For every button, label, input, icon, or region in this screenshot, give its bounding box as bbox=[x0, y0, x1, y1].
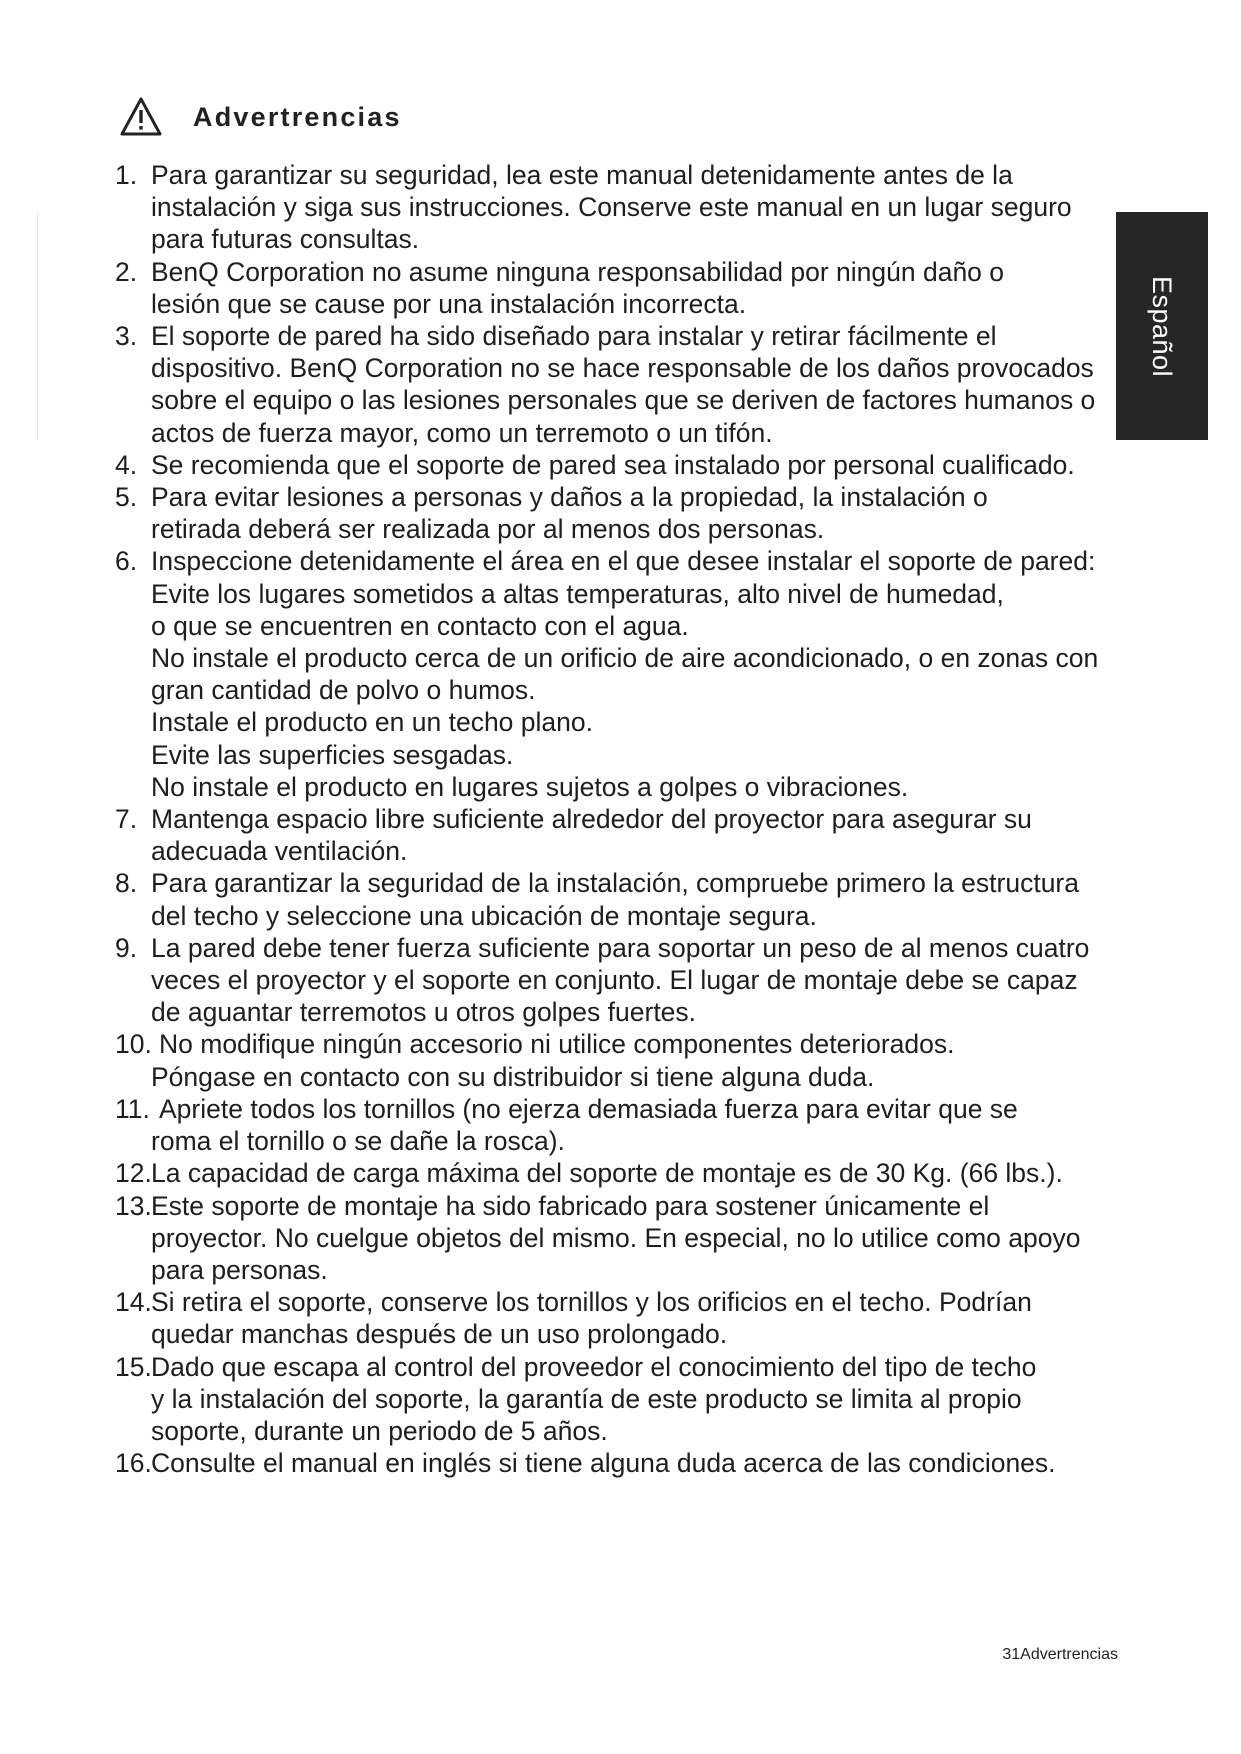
item-text-line: Evite las superficies sesgadas. bbox=[151, 739, 514, 770]
item-text-line: Se recomienda que el soporte de pared sea instalado por personal cualificado. bbox=[151, 449, 1075, 480]
item-text-line: Consulte el manual en inglés si tiene alguna duda acerca de las condiciones. bbox=[151, 1448, 1056, 1479]
item-number: 4. bbox=[115, 449, 138, 480]
item-text-line: El soporte de pared ha sido diseñado para instalar y retirar fácilmente el bbox=[151, 321, 997, 352]
item-number: 15. bbox=[115, 1351, 152, 1382]
item-text bbox=[151, 1157, 1115, 1189]
item-text-line: o que se encuentren en contacto con el agua. bbox=[151, 610, 689, 641]
item-text bbox=[151, 803, 1115, 867]
item-text-line: y la instalación del soporte, la garantía de este producto se limita al propio bbox=[151, 1383, 1022, 1414]
item-text-line: lesión que se cause por una instalación incorrecta. bbox=[151, 288, 747, 319]
item-text-line: Póngase en contacto con su distribuidor si tiene alguna duda. bbox=[151, 1061, 875, 1092]
warning-triangle-icon bbox=[119, 96, 163, 138]
item-text-line: Si retira el soporte, conserve los tornillos y los orificios en el techo. Podrían bbox=[151, 1287, 1032, 1318]
item-text-line: roma el tornillo o se dañe la rosca). bbox=[151, 1126, 565, 1157]
item-text bbox=[151, 1447, 1115, 1479]
item-number: 2. bbox=[115, 256, 138, 287]
warning-item bbox=[115, 1447, 1115, 1479]
item-text-line: actos de fuerza mayor, como un terremoto o un tifón. bbox=[151, 417, 773, 448]
item-text bbox=[151, 1286, 1115, 1350]
item-text bbox=[151, 1093, 1115, 1157]
item-text bbox=[151, 545, 1115, 803]
warning-list bbox=[115, 159, 1115, 1479]
language-tab-label: Español bbox=[1147, 275, 1178, 377]
item-text-line: Instale el producto en un techo plano. bbox=[151, 707, 593, 738]
warning-item bbox=[115, 1190, 1115, 1287]
item-text bbox=[151, 932, 1115, 1029]
item-text-line: No modifique ningún accesorio ni utilice componentes deteriorados. bbox=[159, 1029, 955, 1060]
item-text-line: sobre el equipo o las lesiones personales que se deriven de factores humanos o bbox=[151, 385, 1096, 416]
item-text-line: Inspeccione detenidamente el área en el que desee instalar el soporte de pared: bbox=[151, 546, 1096, 577]
warning-item bbox=[115, 1157, 1115, 1189]
item-text-line: para futuras consultas. bbox=[151, 224, 420, 255]
item-number: 16. bbox=[115, 1448, 152, 1479]
language-tab bbox=[1116, 212, 1208, 440]
item-number: 7. bbox=[115, 804, 138, 835]
item-number: 8. bbox=[115, 868, 138, 899]
item-text bbox=[151, 867, 1115, 931]
item-text-line: La pared debe tener fuerza suficiente para soportar un peso de al menos cuatro bbox=[151, 932, 1090, 963]
warning-item bbox=[115, 320, 1115, 449]
item-text-line: proyector. No cuelgue objetos del mismo. En especial, no lo utilice como apoyo bbox=[151, 1222, 1081, 1253]
warning-item bbox=[115, 1351, 1115, 1448]
item-text bbox=[151, 449, 1115, 481]
item-text-line: Para garantizar su seguridad, lea este manual detenidamente antes de la bbox=[151, 160, 1013, 190]
item-text-line: BenQ Corporation no asume ninguna responsabilidad por ningún daño o bbox=[151, 256, 1005, 287]
warning-item bbox=[115, 867, 1115, 931]
item-text-line: dispositivo. BenQ Corporation no se hace responsable de los daños provocados bbox=[151, 353, 1094, 384]
item-text-line: No instale el producto en lugares sujetos a golpes o vibraciones. bbox=[151, 771, 909, 802]
item-text-line: veces el proyector y el soporte en conjunto. El lugar de montaje debe se capaz bbox=[151, 965, 1078, 996]
warning-item bbox=[115, 545, 1115, 803]
footer-section: Advertrencias bbox=[1020, 1646, 1118, 1663]
item-number: 5. bbox=[115, 482, 138, 513]
item-text-line: Dado que escapa al control del proveedor el conocimiento del tipo de techo bbox=[151, 1351, 1037, 1382]
item-text-line: Evite los lugares sometidos a altas temperaturas, alto nivel de humedad, bbox=[151, 578, 1004, 609]
item-text bbox=[151, 481, 1115, 545]
item-text-line: quedar manchas después de un uso prolongado. bbox=[151, 1319, 728, 1350]
item-text-line: Para garantizar la seguridad de la instalación, compruebe primero la estructura bbox=[151, 868, 1079, 899]
margin-rule bbox=[37, 212, 38, 440]
item-text bbox=[151, 320, 1115, 449]
warning-item bbox=[115, 1093, 1115, 1157]
item-text-line: retirada deberá ser realizada por al menos dos personas. bbox=[151, 514, 825, 545]
item-number: 9. bbox=[115, 932, 138, 963]
item-text-line: de aguantar terremotos u otros golpes fuertes. bbox=[151, 997, 697, 1028]
page-title: Advertrencias bbox=[193, 101, 402, 132]
item-text bbox=[151, 1351, 1115, 1448]
warning-item bbox=[115, 932, 1115, 1029]
item-text-line: para personas. bbox=[151, 1254, 328, 1285]
warning-item bbox=[115, 481, 1115, 545]
item-number: 11. bbox=[115, 1093, 150, 1124]
warning-item bbox=[115, 449, 1115, 481]
item-text-line: Este soporte de montaje ha sido fabricado para sostener únicamente el bbox=[151, 1190, 990, 1221]
item-text-line: No instale el producto cerca de un orificio de aire acondicionado, o en zonas con bbox=[151, 643, 1099, 674]
item-number: 6. bbox=[115, 546, 138, 577]
item-text bbox=[151, 1028, 1115, 1092]
item-text-line: La capacidad de carga máxima del soporte de montaje es de 30 Kg. (66 lbs.). bbox=[151, 1158, 1063, 1189]
item-text-line: instalación y siga sus instrucciones. Conserve este manual en un lugar seguro bbox=[151, 192, 1072, 223]
warning-item bbox=[115, 1028, 1115, 1092]
item-number: 10. bbox=[115, 1029, 152, 1060]
item-text bbox=[151, 256, 1115, 320]
item-text-line: Mantenga espacio libre suficiente alrededor del proyector para asegurar su bbox=[151, 804, 1032, 835]
item-number: 1. bbox=[115, 160, 138, 190]
warning-item bbox=[115, 1286, 1115, 1350]
page-footer bbox=[1002, 1646, 1118, 1664]
item-number: 12. bbox=[115, 1158, 152, 1189]
item-number: 14. bbox=[115, 1287, 152, 1318]
item-number: 13. bbox=[115, 1190, 152, 1221]
item-text-line: gran cantidad de polvo o humos. bbox=[151, 675, 536, 706]
item-number: 3. bbox=[115, 321, 138, 352]
item-text-line: soporte, durante un periodo de 5 años. bbox=[151, 1415, 608, 1446]
item-text-line: Para evitar lesiones a personas y daños a la propiedad, la instalación o bbox=[151, 482, 988, 513]
item-text bbox=[151, 159, 1115, 256]
page-number: 31 bbox=[1002, 1646, 1021, 1663]
item-text bbox=[151, 1190, 1115, 1287]
item-text-line: del techo y seleccione una ubicación de montaje segura. bbox=[151, 900, 817, 931]
item-text-line: adecuada ventilación. bbox=[151, 836, 408, 867]
section-header bbox=[119, 96, 402, 138]
warning-item bbox=[115, 803, 1115, 867]
item-text-line: Apriete todos los tornillos (no ejerza demasiada fuerza para evitar que se bbox=[159, 1093, 1018, 1124]
warning-item bbox=[115, 256, 1115, 320]
warning-item bbox=[115, 159, 1115, 256]
